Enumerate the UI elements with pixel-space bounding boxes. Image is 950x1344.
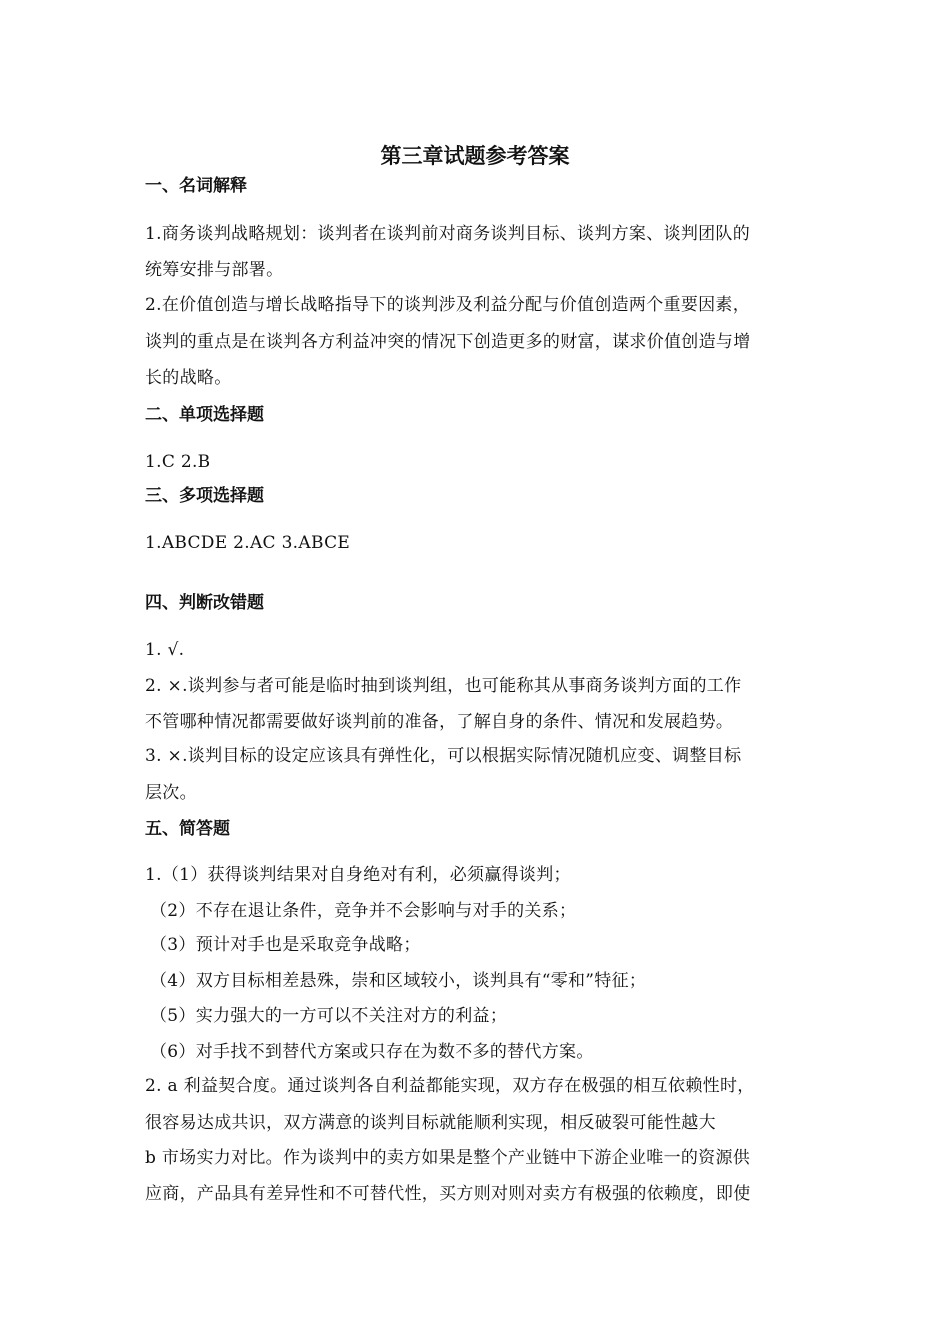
paragraph-line: （5）实力强大的一方可以不关注对方的利益； [150,1006,508,1026]
paragraph-line: （2）不存在退让条件，竞争并不会影响与对手的关系； [150,901,577,921]
paragraph-line: 谈判的重点是在谈判各方利益冲突的情况下创造更多的财富，谋求价值创造与增 [145,332,751,352]
paragraph-line: 2. a 利益契合度。通过谈判各自利益都能实现，双方存在极强的相互依赖性时， [145,1076,755,1096]
paragraph-line: 应商，产品具有差异性和不可替代性，买方则对则对卖方有极强的依赖度，即使 [145,1184,751,1204]
paragraph-line: 1. √. [145,640,185,660]
paragraph-line: 1.商务谈判战略规划：谈判者在谈判前对商务谈判目标、谈判方案、谈判团队的 [145,224,751,244]
section-heading-1: 一、名词解释 [145,176,247,196]
section-heading-5: 五、简答题 [145,819,230,839]
paragraph-line: 1.（1）获得谈判结果对自身绝对有利，必须赢得谈判； [145,865,571,885]
paragraph-line: 很容易达成共识，双方满意的谈判目标就能顺利实现，相反破裂可能性越大 [145,1113,716,1133]
paragraph-line: 层次。 [145,783,197,803]
paragraph-line: 统筹安排与部署。 [145,260,284,280]
paragraph-line: （3）预计对手也是采取竞争战略； [150,935,421,955]
answer-line: 1.C 2.B [145,452,211,472]
paragraph-line: b 市场实力对比。作为谈判中的卖方如果是整个产业链中下游企业唯一的资源供 [145,1148,751,1168]
paragraph-line: 2. ×.谈判参与者可能是临时抽到谈判组，也可能称其从事商务谈判方面的工作 [145,676,742,696]
paragraph-line: 长的战略。 [145,368,232,388]
section-heading-3: 三、多项选择题 [145,486,264,506]
paragraph-line: 3. ×.谈判目标的设定应该具有弹性化，可以根据实际情况随机应变、调整目标 [145,746,742,766]
paragraph-line: （4）双方目标相差悬殊，崇和区域较小，谈判具有“零和”特征； [150,971,647,991]
section-heading-2: 二、单项选择题 [145,405,264,425]
page-title: 第三章试题参考答案 [380,144,570,168]
section-heading-4: 四、判断改错题 [145,593,264,613]
paragraph-line: 2.在价值创造与增长战略指导下的谈判涉及利益分配与价值创造两个重要因素， [145,295,751,315]
answer-line: 1.ABCDE 2.AC 3.ABCE [145,533,351,553]
paragraph-line: 不管哪种情况都需要做好谈判前的准备，了解自身的条件、情况和发展趋势。 [145,712,734,732]
paragraph-line: （6）对手找不到替代方案或只存在为数不多的替代方案。 [150,1042,594,1062]
